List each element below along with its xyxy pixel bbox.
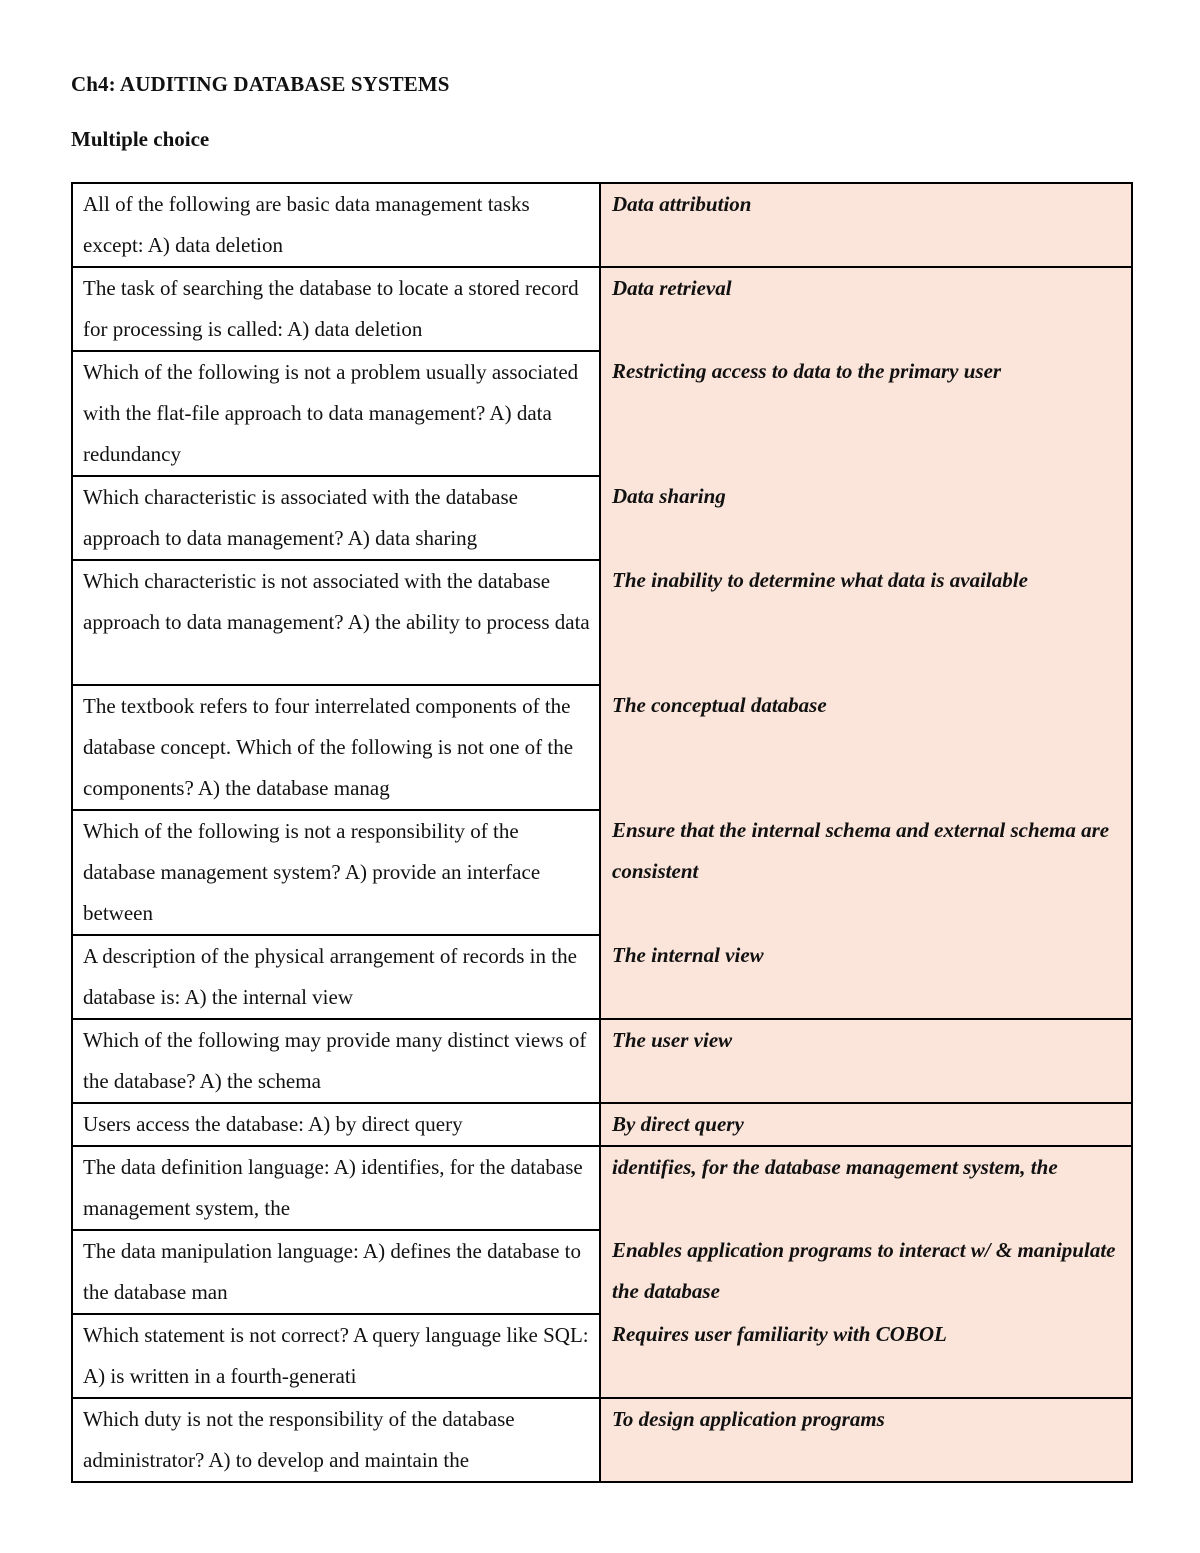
question-cell: All of the following are basic data management tasks except: A) data deletion xyxy=(72,183,600,267)
table-row xyxy=(72,351,1132,476)
answer-cell: Data sharing xyxy=(600,476,1132,560)
question-cell: The task of searching the database to locate a stored record for processing is called: A) data deletion xyxy=(72,267,600,351)
question-cell: A description of the physical arrangement of records in the database is: A) the internal view xyxy=(72,935,600,1019)
question-cell: Users access the database: A) by direct query xyxy=(72,1103,600,1146)
answer-cell: Data retrieval xyxy=(600,267,1132,351)
table-row xyxy=(72,1103,1132,1146)
answer-cell: To design application programs xyxy=(600,1398,1132,1482)
table-row xyxy=(72,183,1132,267)
question-cell: Which characteristic is not associated with the database approach to data management? A) the ability to process data xyxy=(72,560,600,685)
answer-cell: Data attribution xyxy=(600,183,1132,267)
table-row xyxy=(72,560,1132,685)
question-cell: The data definition language: A) identifies, for the database management system, the xyxy=(72,1146,600,1230)
table-row xyxy=(72,1398,1132,1482)
answer-cell: The conceptual database xyxy=(600,685,1132,810)
question-cell: Which duty is not the responsibility of the database administrator? A) to develop and maintain the xyxy=(72,1398,600,1482)
answer-cell: By direct query xyxy=(600,1103,1132,1146)
question-cell: The textbook refers to four interrelated components of the database concept. Which of the following is not one of the components? A) the database manag xyxy=(72,685,600,810)
section-title: Multiple choice xyxy=(71,127,210,151)
question-cell: Which characteristic is associated with the database approach to data management? A) data sharing xyxy=(72,476,600,560)
answer-cell: Restricting access to data to the primary user xyxy=(600,351,1132,476)
page-title: Ch4: AUDITING DATABASE SYSTEMS xyxy=(71,72,450,96)
question-cell: The data manipulation language: A) defines the database to the database man xyxy=(72,1230,600,1314)
answer-cell: The internal view xyxy=(600,935,1132,1019)
table-row xyxy=(72,685,1132,810)
answer-cell: The inability to determine what data is available xyxy=(600,560,1132,685)
answer-cell: Requires user familiarity with COBOL xyxy=(600,1314,1132,1398)
answer-cell: The user view xyxy=(600,1019,1132,1103)
table-row xyxy=(72,810,1132,935)
table-row xyxy=(72,1019,1132,1103)
table-row xyxy=(72,1146,1132,1230)
table-row xyxy=(72,1230,1132,1314)
answer-cell: Enables application programs to interact w/ & manipulate the database xyxy=(600,1230,1132,1314)
answer-cell: Ensure that the internal schema and external schema are consistent xyxy=(600,810,1132,935)
answer-cell: identifies, for the database management system, the xyxy=(600,1146,1132,1230)
question-cell: Which of the following is not a problem usually associated with the flat-file approach to data management? A) data redundancy xyxy=(72,351,600,476)
table-row xyxy=(72,476,1132,560)
table-row xyxy=(72,1314,1132,1398)
question-cell: Which statement is not correct? A query language like SQL: A) is written in a fourth-generati xyxy=(72,1314,600,1398)
question-cell: Which of the following is not a responsibility of the database management system? A) provide an interface between xyxy=(72,810,600,935)
table-row xyxy=(72,935,1132,1019)
table-row xyxy=(72,267,1132,351)
question-cell: Which of the following may provide many distinct views of the database? A) the schema xyxy=(72,1019,600,1103)
qa-table xyxy=(71,182,1133,1483)
